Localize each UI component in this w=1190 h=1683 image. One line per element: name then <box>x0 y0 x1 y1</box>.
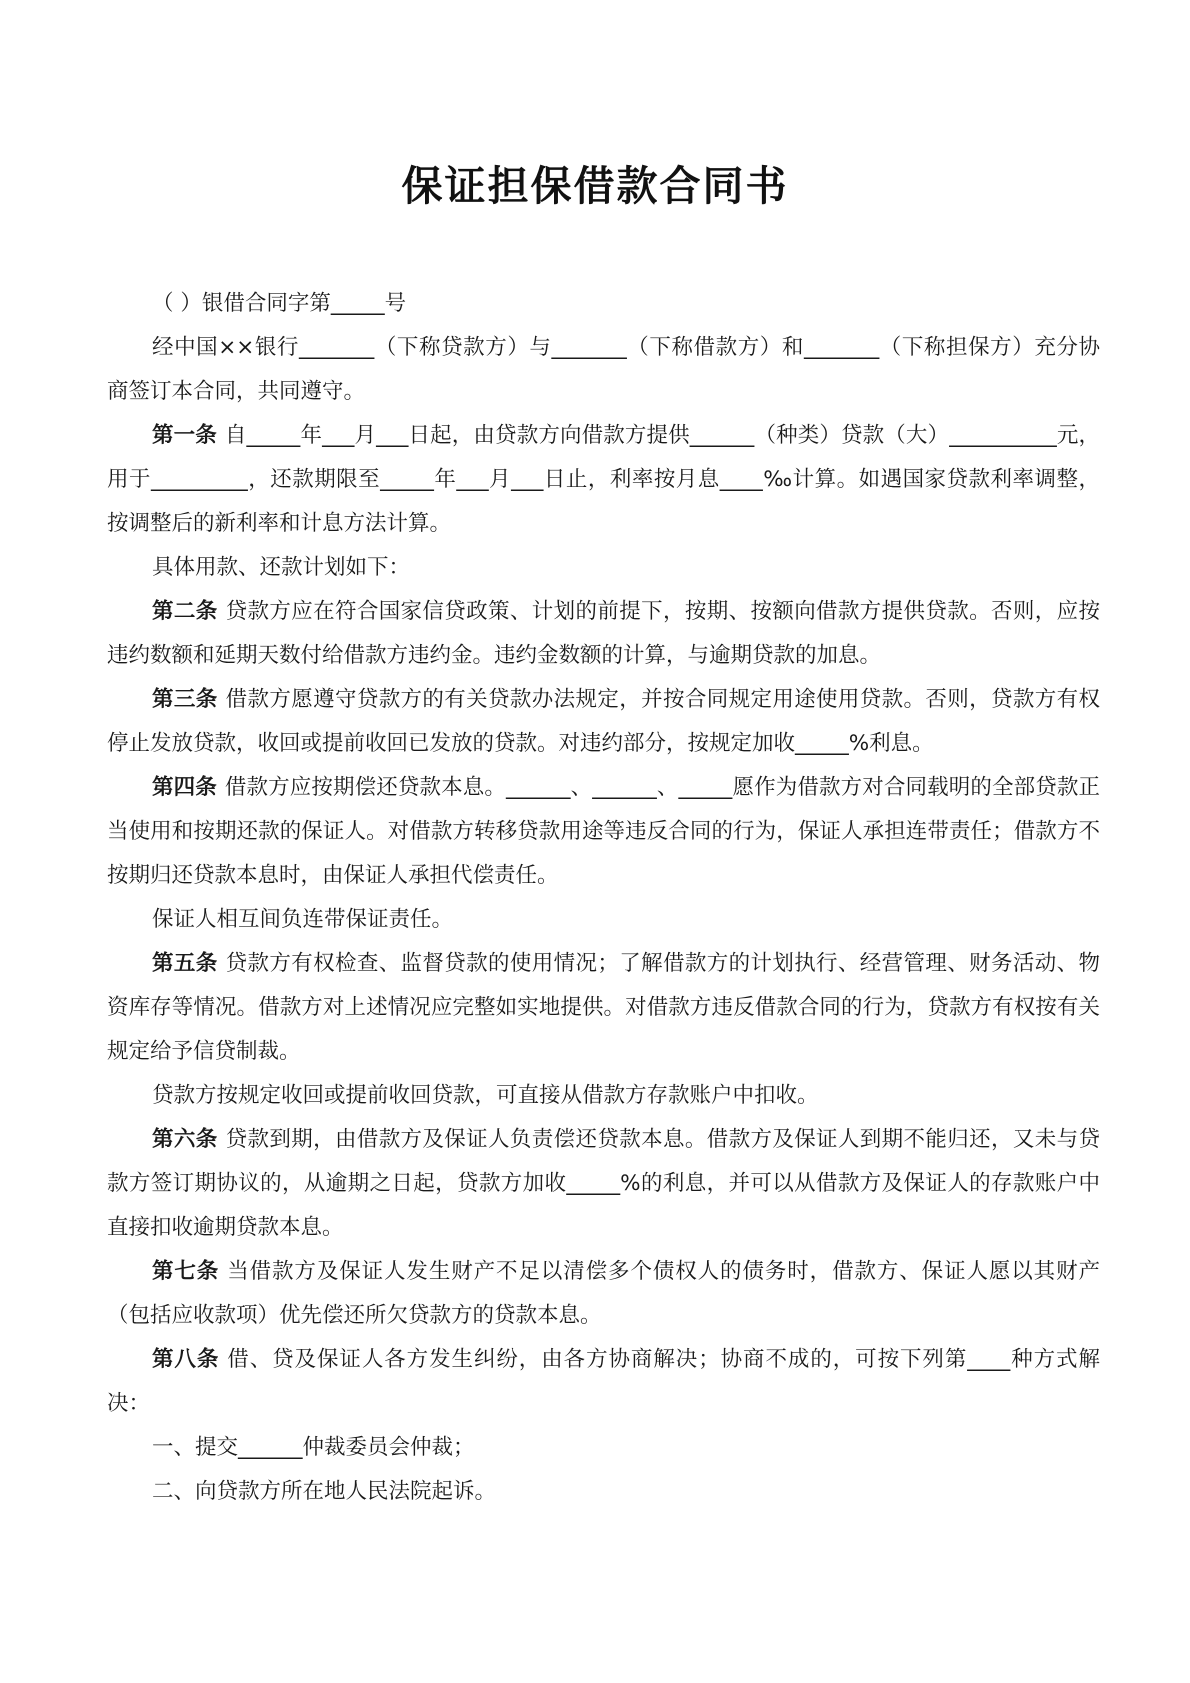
paragraph-text: 经中国××银行_______（下称贷款方）与_______（下称借款方）和_______（下称担保方）充分协商签订本合同，共同遵守。 <box>107 335 1100 404</box>
article-5 <box>107 942 1100 1074</box>
article-label: 第七条 <box>152 1259 220 1284</box>
article-4 <box>107 766 1100 898</box>
paragraph-text: 一、提交______仲裁委员会仲裁； <box>152 1435 475 1460</box>
paragraph-text: 贷款方有权检查、监督贷款的使用情况；了解借款方的计划执行、经营管理、财务活动、物资库存等情况。借款方对上述情况应完整如实地提供。对借款方违反借款合同的行为，贷款方有权按有关规定给予信贷制裁。 <box>107 951 1100 1064</box>
article-7 <box>107 1250 1100 1338</box>
paragraph-text: 贷款方按规定收回或提前收回贷款，可直接从借款方存款账户中扣收。 <box>152 1083 819 1108</box>
article-6 <box>107 1118 1100 1250</box>
document-body <box>107 282 1100 1514</box>
article-label: 第一条 <box>152 423 217 448</box>
preamble-paragraph <box>107 326 1100 414</box>
document-title: 保证担保借款合同书 <box>401 162 789 210</box>
article-label: 第八条 <box>152 1347 220 1372</box>
paragraph-text: 借款方应按期偿还贷款本息。______、______、_____愿作为借款方对合同载明的全部贷款正当使用和按期还款的保证人。对借款方转移贷款用途等违反合同的行为，保证人承担连带责任；借款方不按期归还贷款本息时，由保证人承担代偿责任。 <box>107 775 1100 888</box>
paragraph-text: 自_____年___月___日起，由贷款方向借款方提供______（种类）贷款（大）__________元，用于_________，还款期限至_____年___月___日止，利率按月息____‰计算。如遇国家贷款利率调整，按调整后的新利率和计息方法计算。 <box>107 423 1100 536</box>
guarantor-liability-line <box>107 898 1100 942</box>
article-label: 第五条 <box>152 951 218 976</box>
article-label: 第四条 <box>152 775 217 800</box>
paragraph-text: （ ）银借合同字第_____号 <box>152 291 407 316</box>
paragraph-text: 保证人相互间负连带保证责任。 <box>152 907 454 932</box>
article-3 <box>107 678 1100 766</box>
paragraph-text: 借款方愿遵守贷款方的有关贷款办法规定，并按合同规定用途使用贷款。否则，贷款方有权停止发放贷款，收回或提前收回已发放的贷款。对违约部分，按规定加收_____%利息。 <box>107 687 1100 756</box>
dispute-option-2 <box>107 1470 1100 1514</box>
article-8 <box>107 1338 1100 1426</box>
paragraph-text: 具体用款、还款计划如下： <box>152 555 411 580</box>
paragraph-text: 当借款方及保证人发生财产不足以清偿多个债权人的债务时，借款方、保证人愿以其财产（包括应收款项）优先偿还所欠贷款方的贷款本息。 <box>107 1259 1100 1328</box>
article-1 <box>107 414 1100 546</box>
deduction-line <box>107 1074 1100 1118</box>
article-label: 第二条 <box>152 599 218 624</box>
dispute-option-1 <box>107 1426 1100 1470</box>
paragraph-text: 借、贷及保证人各方发生纠纷，由各方协商解决；协商不成的，可按下列第____种方式解决： <box>107 1347 1100 1416</box>
paragraph-text: 贷款到期，由借款方及保证人负责偿还贷款本息。借款方及保证人到期不能归还，又未与贷款方签订期协议的，从逾期之日起，贷款方加收_____%的利息，并可以从借款方及保证人的存款账户中直接扣收逾期贷款本息。 <box>107 1127 1100 1240</box>
paragraph-text: 二、向贷款方所在地人民法院起诉。 <box>152 1479 497 1504</box>
article-label: 第六条 <box>152 1127 218 1152</box>
contract-number-line <box>107 282 1100 326</box>
paragraph-text: 贷款方应在符合国家信贷政策、计划的前提下，按期、按额向借款方提供贷款。否则，应按违约数额和延期天数付给借款方违约金。违约金数额的计算，与逾期贷款的加息。 <box>107 599 1100 668</box>
article-2 <box>107 590 1100 678</box>
article-label: 第三条 <box>152 687 218 712</box>
repayment-plan-line <box>107 546 1100 590</box>
